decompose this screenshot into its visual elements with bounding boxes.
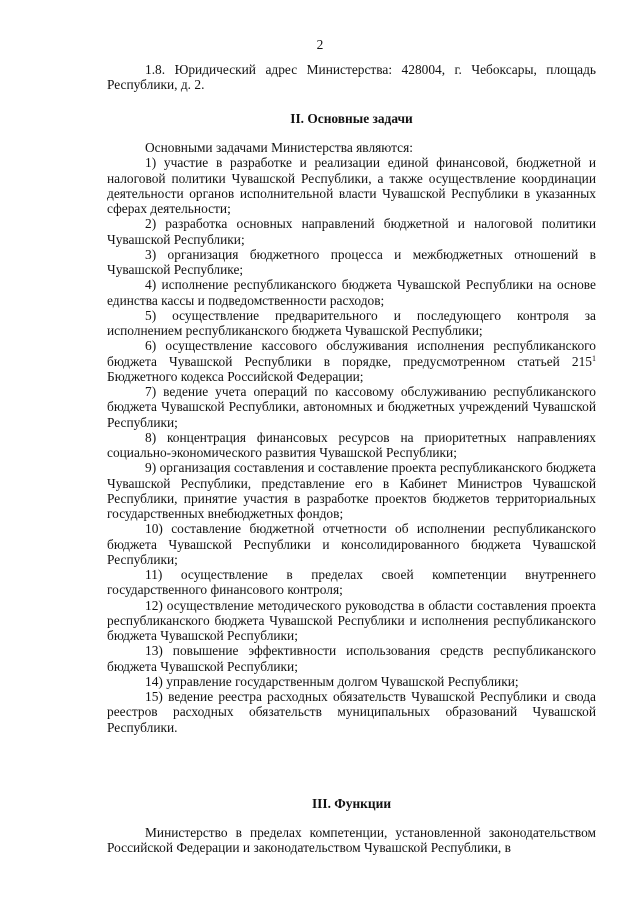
task-item-5: 5) осуществление предварительного и последующего контроля за исполнением республиканского бюджета Чувашской Республики; — [107, 307, 596, 338]
task-item-10: 10) составление бюджетной отчетности об исполнении республиканского бюджета Чувашской Республики и консолидированного бюджета Чувашской Республики; — [107, 521, 596, 567]
article-superscript: 1 — [592, 353, 596, 363]
task-item-11: 11) осуществление в пределах своей компетенции внутреннего государственного финансового контроля; — [107, 567, 596, 598]
task-item-6-text-end: Бюджетного кодекса Российской Федерации; — [107, 368, 364, 384]
task-item-7: 7) ведение учета операций по кассовому обслуживанию республиканского бюджета Чувашской Республики, автономных и бюджетных учреждений Чувашской Республики; — [107, 384, 596, 430]
task-item-8: 8) концентрация финансовых ресурсов на приоритетных направлениях социально-экономического развития Чувашской Республики; — [107, 429, 596, 460]
paragraph-1-8: 1.8. Юридический адрес Министерства: 428004, г. Чебоксары, площадь Республики, д. 2. — [107, 62, 596, 93]
section-2-intro: Основными задачами Министерства являются: — [145, 140, 413, 155]
task-item-6-text: 6) осуществление кассового обслуживания исполнения республиканского бюджета Чувашской Республики в порядке, предусмотренном статьей 215 — [107, 338, 596, 369]
task-item-12: 12) осуществление методического руководства в области составления проекта республиканского бюджета Чувашской Республики и исполнения республиканского бюджета Чувашской Республики; — [107, 597, 596, 643]
section-2-heading: II. Основные задачи — [290, 111, 413, 126]
task-item-14: 14) управление государственным долгом Чувашской Республики; — [145, 673, 519, 689]
section-2-body — [107, 140, 596, 735]
task-item-2: 2) разработка основных направлений бюджетной и налоговой политики Чувашской Республики; — [107, 216, 596, 247]
page-number: 2 — [316, 37, 324, 52]
task-item-6 — [107, 338, 596, 384]
section-3-intro: Министерство в пределах компетенции, установленной законодательством Российской Федерации и законодательством Чувашской Республики, в — [107, 825, 596, 856]
task-item-3: 3) организация бюджетного процесса и межбюджетных отношений в Чувашской Республике; — [107, 246, 596, 277]
section-2-heading-block — [107, 111, 596, 126]
section-3-heading-block — [107, 796, 596, 811]
task-item-1: 1) участие в разработке и реализации единой финансовой, бюджетной и налоговой политики Чувашской Республики, а также осуществление координации деятельности органов исполнительной власти Чувашской Республики в указанных сферах деятельности; — [107, 155, 596, 216]
section-3-heading: III. Функции — [311, 796, 392, 811]
task-item-9: 9) организация составления и составление проекта республиканского бюджета Чувашской Республики, представление его в Кабинет Министров Чувашской Республики, принятие участия в разработке проектов бюджетов территориальных государственных внебюджетных фондов; — [107, 460, 596, 521]
task-item-15: 15) ведение реестра расходных обязательств Чувашской Республики и свода реестров расходных обязательств муниципальных образований Чувашской Республики. — [107, 689, 596, 735]
section-1-8-block — [107, 62, 596, 93]
section-3-body — [107, 825, 596, 856]
task-item-13: 13) повышение эффективности использования средств республиканского бюджета Чувашской Республики; — [107, 643, 596, 674]
task-item-4: 4) исполнение республиканского бюджета Чувашской Республики на основе единства кассы и подведомственности расходов; — [107, 277, 596, 308]
